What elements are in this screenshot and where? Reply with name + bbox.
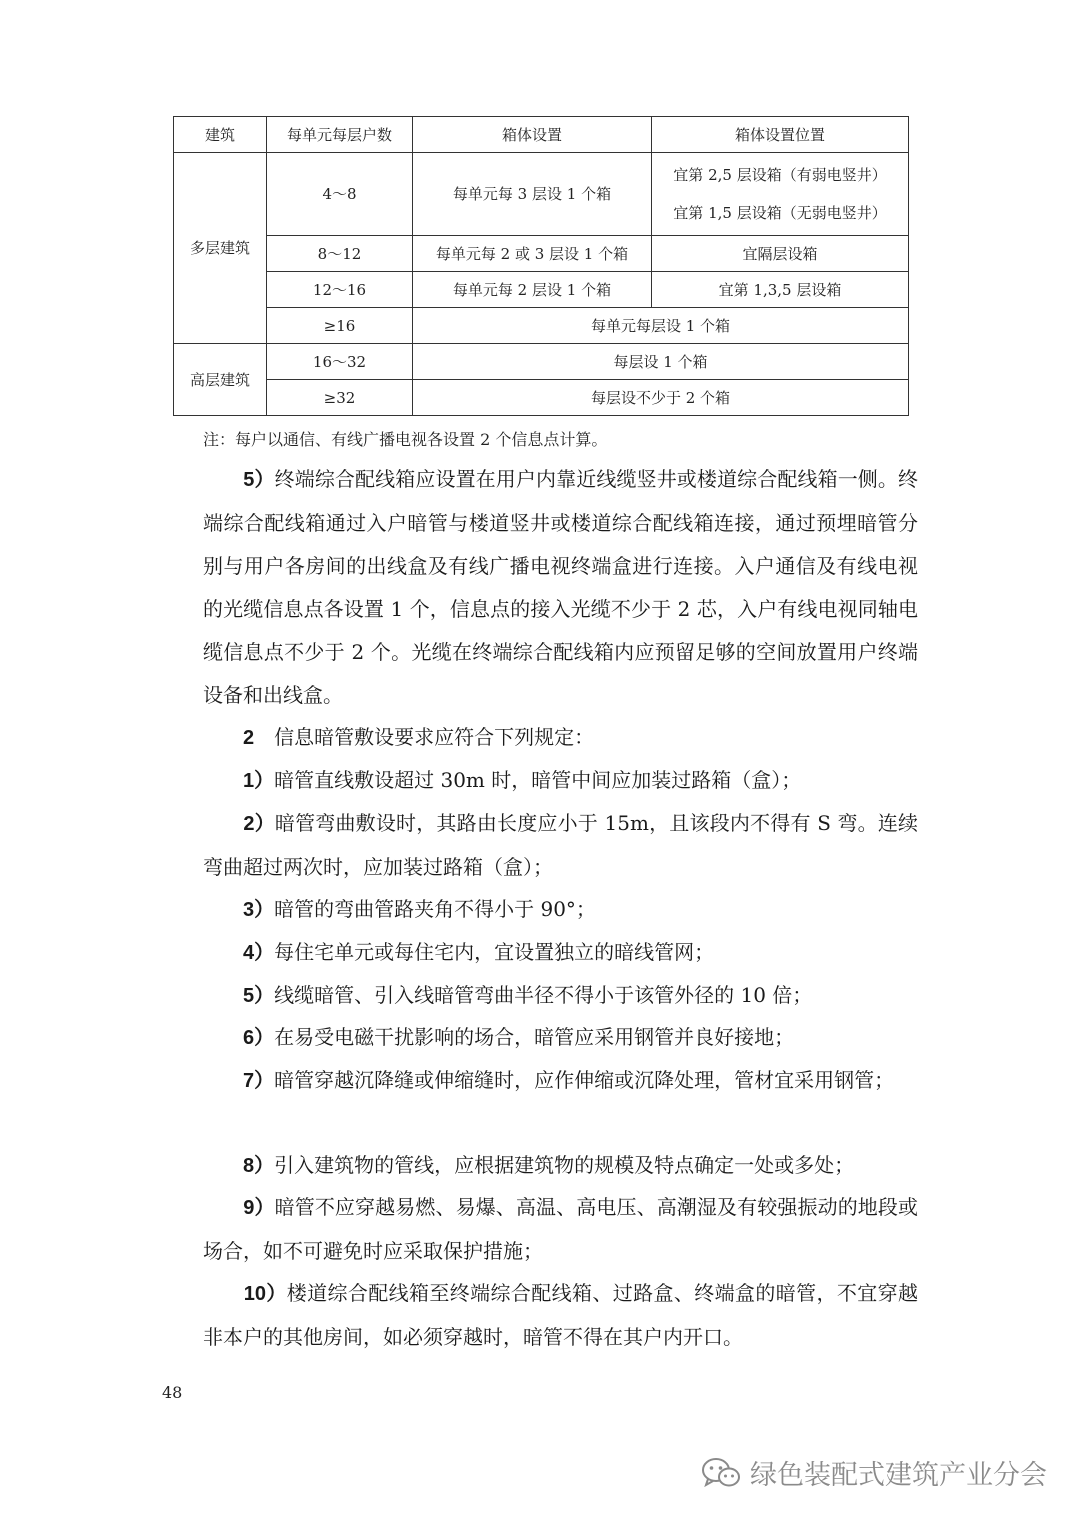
position-line: 宜第 1,5 层设箱（无弱电竖井） bbox=[673, 204, 887, 222]
paragraph: 7）暗管穿越沉降缝或伸缩缝时，应作伸缩或沉降处理，管材宜采用钢管； bbox=[243, 1068, 895, 1092]
cell-position: 宜第 1,3,5 层设箱 bbox=[652, 272, 909, 308]
cell-count: ≥32 bbox=[267, 380, 413, 416]
header-cell-households: 每单元每层户数 bbox=[267, 117, 413, 153]
header-cell-box-position: 箱体设置位置 bbox=[652, 117, 909, 153]
cell-position: 宜隔层设箱 bbox=[652, 236, 909, 272]
paragraph: 8）引入建筑物的管线，应根据建筑物的规模及特点确定一处或多处； bbox=[243, 1153, 855, 1177]
cell-count: 4～8 bbox=[267, 153, 413, 236]
group-label-highrise: 高层建筑 bbox=[174, 344, 267, 416]
cell-count: 8～12 bbox=[267, 236, 413, 272]
position-line: 宜第 2,5 层设箱（有弱电竖井） bbox=[673, 166, 887, 184]
table-row bbox=[174, 272, 909, 308]
cell-merged: 每层设 1 个箱 bbox=[413, 344, 909, 380]
table-row bbox=[174, 380, 909, 416]
table-row bbox=[174, 153, 909, 236]
paragraph: 5）终端综合配线箱应设置在用户内靠近线缆竖井或楼道综合配线箱一侧。终端综合配线箱通过入户暗管与楼道竖井或楼道综合配线箱连接，通过预埋暗管分别与用户各房间的出线盒及有线广播电视终端盒进行连接。入户通信及有线电视的光缆信息点各设置 1 个，信息点的接入光缆不少于 2 芯，入户有线电视同轴电缆信息点不少于 2 个。光缆在终端综合配线箱内应预留足够的空间放置用户终端设备和出线盒。 bbox=[203, 467, 919, 707]
cell-merged: 每层设不少于 2 个箱 bbox=[413, 380, 909, 416]
table-row bbox=[174, 236, 909, 272]
table-row bbox=[174, 308, 909, 344]
cell-setting: 每单元每 3 层设 1 个箱 bbox=[413, 153, 652, 236]
table-note: 注：每户以通信、有线广播电视各设置 2 个信息点计算。 bbox=[203, 430, 608, 449]
header-cell-building: 建筑 bbox=[174, 117, 267, 153]
paragraph: 5）线缆暗管、引入线暗管弯曲半径不得小于该管外径的 10 倍； bbox=[243, 983, 813, 1007]
cell-position bbox=[652, 153, 909, 236]
paragraph: 6）在易受电磁干扰影响的场合，暗管应采用钢管并良好接地； bbox=[243, 1025, 795, 1049]
cell-merged: 每单元每层设 1 个箱 bbox=[413, 308, 909, 344]
cell-count: 12～16 bbox=[267, 272, 413, 308]
header-cell-box-setting: 箱体设置 bbox=[413, 117, 652, 153]
paragraph: 1）暗管直线敷设超过 30m 时，暗管中间应加装过路箱（盒）； bbox=[243, 768, 802, 792]
paragraph: 3）暗管的弯曲管路夹角不得小于 90°； bbox=[243, 897, 596, 921]
paragraph: 2）暗管弯曲敷设时，其路由长度应小于 15m，且该段内不得有 S 弯。连续弯曲超过两次时，应加装过路箱（盒）； bbox=[203, 811, 919, 879]
cell-setting: 每单元每 2 层设 1 个箱 bbox=[413, 272, 652, 308]
paragraph: 4）每住宅单元或每住宅内，宜设置独立的暗线管网； bbox=[243, 940, 715, 964]
cell-count: ≥16 bbox=[267, 308, 413, 344]
paragraph: 9）暗管不应穿越易燃、易爆、高温、高电压、高潮湿及有较强振动的地段或场合，如不可避免时应采取保护措施； bbox=[203, 1195, 919, 1263]
paragraph: 10）楼道综合配线箱至终端综合配线箱、过路盒、终端盒的暗管，不宜穿越非本户的其他房间，如必须穿越时，暗管不得在其户内开口。 bbox=[203, 1281, 918, 1349]
cell-count: 16～32 bbox=[267, 344, 413, 380]
watermark-text: 绿色装配式建筑产业分会 bbox=[750, 1460, 1047, 1491]
group-label-multistory: 多层建筑 bbox=[174, 153, 267, 344]
spec-table bbox=[173, 116, 909, 416]
table-header-row bbox=[174, 117, 909, 153]
wechat-icon bbox=[700, 1456, 742, 1490]
watermark bbox=[700, 1453, 1047, 1492]
page-number: 48 bbox=[162, 1383, 183, 1402]
paragraph: 2 信息暗管敷设要求应符合下列规定： bbox=[243, 725, 595, 749]
cell-setting: 每单元每 2 或 3 层设 1 个箱 bbox=[413, 236, 652, 272]
table-row bbox=[174, 344, 909, 380]
